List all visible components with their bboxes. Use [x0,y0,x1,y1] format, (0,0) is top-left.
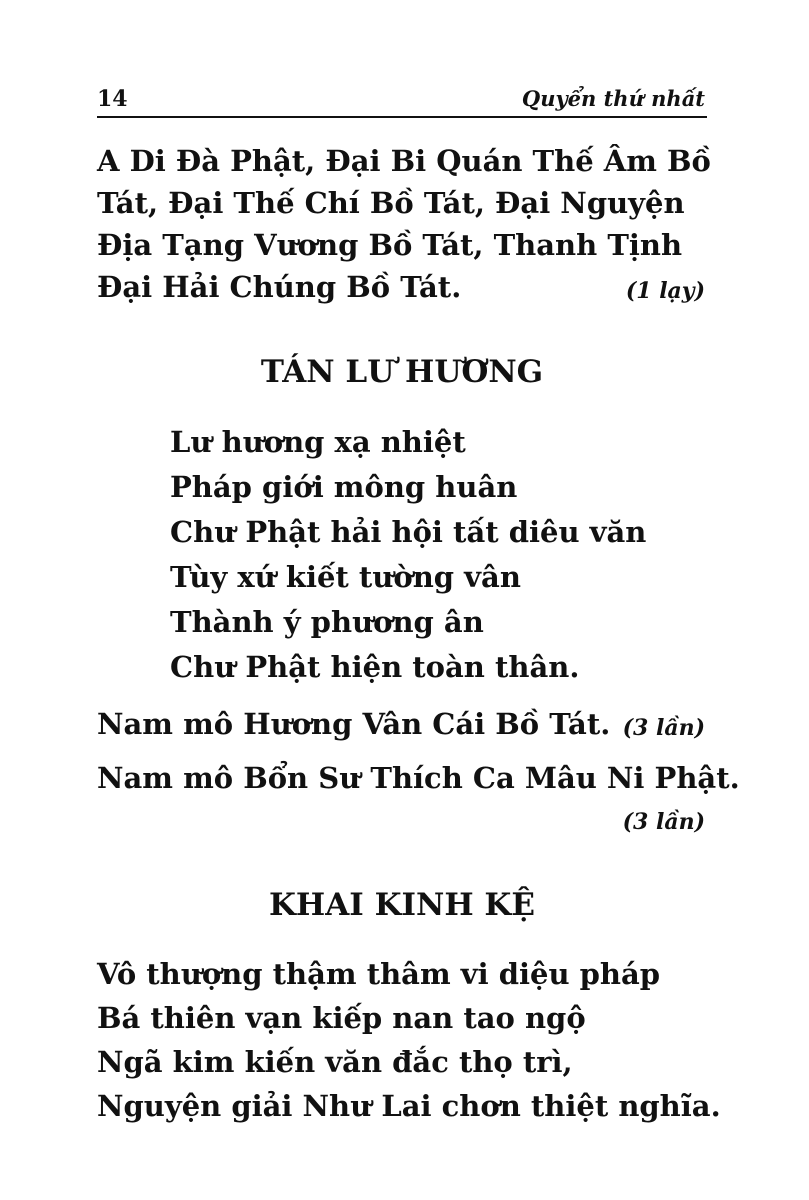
verse-line: Bá thiên vạn kiếp nan tao ngộ [97,1001,586,1035]
invocation-line: Nam mô Hương Vân Cái Bồ Tát. [97,707,611,741]
verse-line: Nguyện giải Như Lai chơn thiệt nghĩa. [97,1089,721,1123]
book-part-title: Quyển thứ nhất [521,86,705,111]
repetition-note: (3 lần) [622,715,705,741]
verse-line: Ngã kim kiến văn đắc thọ trì, [97,1045,573,1079]
page-number: 14 [97,86,128,112]
verse-line: Lư hương xạ nhiệt [170,425,466,459]
verse-line: Pháp giới mông huân [170,470,518,504]
invocation-line: Nam mô Bổn Sư Thích Ca Mâu Ni Phật. [97,761,740,795]
opening-line: Đại Hải Chúng Bồ Tát. [97,270,462,304]
verse-line: Chư Phật hải hội tất diêu văn [170,515,647,549]
opening-line: Tát, Đại Thế Chí Bồ Tát, Đại Nguyện [97,186,685,220]
opening-line: Địa Tạng Vương Bồ Tát, Thanh Tịnh [97,228,683,262]
section-title-tan-lu-huong: TÁN LƯ HƯƠNG [260,354,544,390]
repetition-note: (3 lần) [622,809,705,835]
verse-line: Thành ý phương ân [170,605,484,639]
running-header [97,86,707,118]
verse-line: Chư Phật hiện toàn thân. [170,650,580,684]
verse-line: Vô thượng thậm thâm vi diệu pháp [97,957,661,991]
verse-line: Tùy xứ kiết tường vân [170,560,521,594]
prostration-note: (1 lạy) [625,278,705,304]
opening-line: A Di Đà Phật, Đại Bi Quán Thế Âm Bồ [97,144,711,178]
section-title-khai-kinh-ke: KHAI KINH KỆ [268,887,535,923]
